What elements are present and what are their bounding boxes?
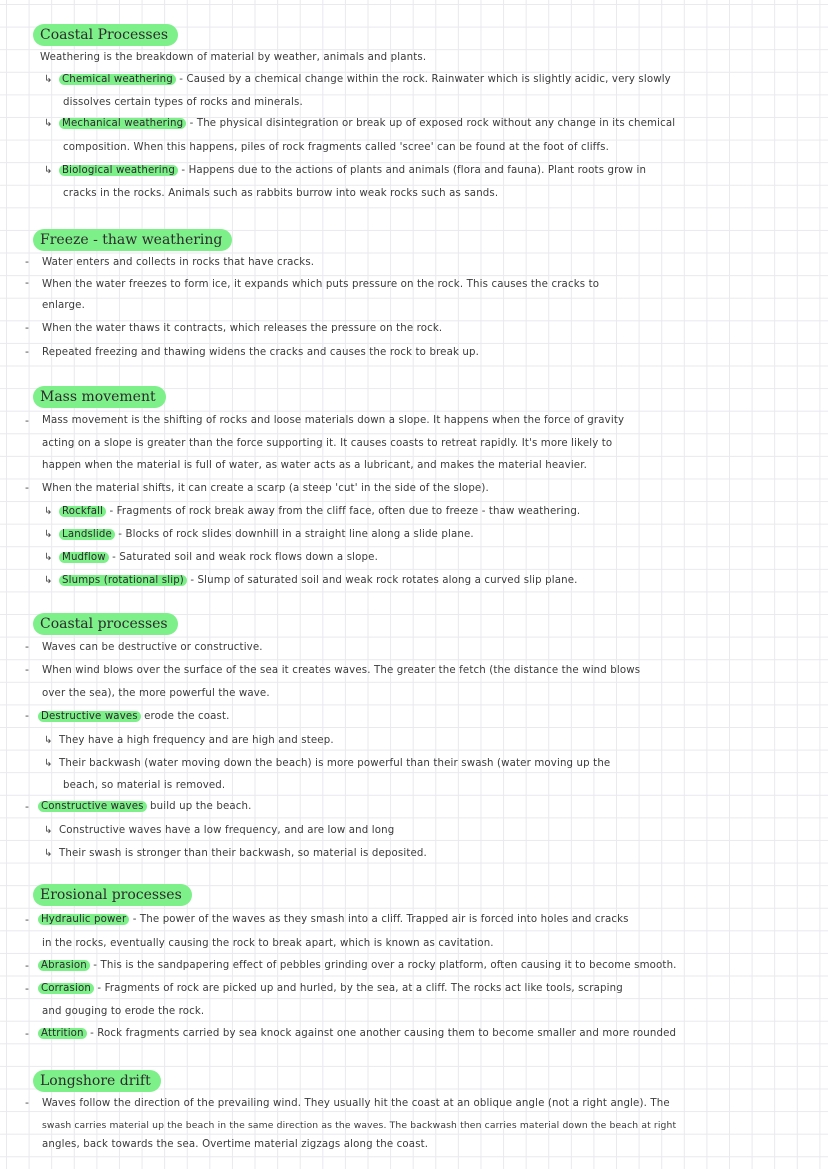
mass-movement-scarp: When the material shifts, it can create a scarp (a steep 'cut' in the side of the slope).	[42, 483, 489, 494]
arrow-icon: ↳	[44, 758, 53, 769]
destructive-point-2-cont: beach, so material is removed.	[63, 780, 226, 791]
attrition-line: Attrition - Rock fragments carried by sea knock against one another causing them to become smaller and more rounded	[38, 1027, 676, 1041]
arrow-icon: ↳	[44, 165, 53, 176]
hydraulic-power-cont: in the rocks, eventually causing the rock to break apart, which is known as cavitation.	[42, 938, 494, 949]
mechanical-weathering-cont: composition. When this happens, piles of rock fragments called 'scree' can be found at the foot of cliffs.	[63, 142, 609, 153]
heading-longshore-drift: Longshore drift	[33, 1070, 161, 1092]
longshore-drift-line-2: swash carries material up the beach in the same direction as the waves. The backwash then carries material down the beach at right	[42, 1120, 677, 1131]
term-mechanical-weathering: Mechanical weathering	[59, 118, 186, 129]
arrow-icon: ↳	[44, 848, 53, 859]
waves-point-1: Waves can be destructive or constructive.	[42, 642, 263, 653]
arrow-icon: ↳	[44, 506, 53, 517]
rockfall-line: ↳ Rockfall - Fragments of rock break away from the cliff face, often due to freeze - thaw weathering.	[44, 506, 581, 517]
term-corrasion: Corrasion	[38, 983, 94, 994]
waves-point-2: When wind blows over the surface of the sea it creates waves. The greater the fetch (the distance the wind blows	[42, 665, 641, 676]
destructive-waves-line: Destructive waves erode the coast.	[38, 710, 230, 724]
freeze-thaw-point-4: Repeated freezing and thawing widens the cracks and causes the rock to break up.	[42, 347, 480, 358]
heading-freeze-thaw: Freeze - thaw weathering	[33, 229, 232, 251]
arrow-icon: ↳	[44, 118, 53, 129]
destructive-point-2: ↳ Their backwash (water moving down the beach) is more powerful than their swash (water moving up the	[44, 758, 611, 769]
slumps-line: ↳ Slumps (rotational slip) - Slump of saturated soil and weak rock rotates along a curved slip plane.	[44, 575, 578, 586]
notes-page: Coastal Processes Weathering is the breakdown of material by weather, animals and plants. ↳ Chemical weathering - Caused by a chemical change within the rock. Rainwater which is slightly acidic, very slowly dissolves certain types of rocks and minerals. ↳ Mechanical weathering - The physical disintegration or break up of exposed rock without any change in its chemical composition. When this happens, piles of rock fragments called 'scree' can be found at the foot of cliffs. ↳ Biological weathering - Happens due to the actions of plants and animals (flora and fauna). Plant roots grow in cracks in the rocks. Animals such as rabbits burrow into weak rocks such as sands. Freeze - thaw weathering - Water enters and collects in rocks that have cracks. - When the water freezes to form ice, it expands which puts pressure on the rock. This causes the cracks to enlarge. - When the water thaws it contracts, which releases the pressure on the rock. - Repeated freezing and thawing widens the cracks and causes the rock to break up. Mass movement - Mass movement is the shifting of rocks and loose materials down a slope. It happens when the force of gravity acting on a slope is greater than the force supporting it. It causes coasts to retreat rapidly. It's more likely to happen when the material is full of water, as water acts as a lubricant, and makes the material heavier. - When the material shifts, it can create a scarp (a steep 'cut' in the side of the slope). ↳ Rockfall - Fragments of rock break away from the cliff face, often due to freeze - thaw weathering. ↳ Landslide - Blocks of rock slides downhill in a straight line along a slide plane. ↳ Mudflow - Saturated soil and weak rock flows down a slope. ↳ Slumps (rotational slip) - Slump of saturated soil and weak rock rotates along a curved slip plane. Coastal processes - Waves can be destructive or constructive. - When wind blows over the surface of the sea it creates waves. The greater the fetch (the distance the wind blows over the sea), the more powerful the wave. - Destructive waves erode the coast. ↳ They have a high frequency and are high and steep. ↳ Their backwash (water moving down the beach) is more powerful than their swash (water moving up the beach, so material is removed. - Constructive waves build up the beach. ↳ Constructive waves have a low frequency, and are low and long ↳ Their swash is stronger than their backwash, so material is deposited. Erosional processes - Hydraulic power - The power of the waves as they smash into a cliff. Trapped air is forced into holes and cracks in the rocks, eventually causing the rock to break apart, which is known as cavitation. - Abrasion - This is the sandpapering effect of pebbles grinding over a rocky platform, often causing it to become smooth. - Corrasion - Fragments of rock are picked up and hurled, by the sea, at a cliff. The rocks act like tools, scraping and gouging to erode the rock. - Attrition - Rock fragments carried by sea knock against one another causing them to become smaller and more rounded Longshore drift - Waves follow the direction of the prevailing wind. They usually hit the coast at an oblique angle (not a right angle). The swash carries material up the beach in the same direction as the waves. The backwash then carries material down the beach at right angles, back towards the sea. Overtime material zigzags along the coast.	[0, 0, 828, 1169]
freeze-thaw-point-3: When the water thaws it contracts, which releases the pressure on the rock.	[42, 323, 443, 334]
longshore-drift-line-1: Waves follow the direction of the prevailing wind. They usually hit the coast at an oblique angle (not a right angle). The	[42, 1098, 670, 1109]
heading-erosional-processes: Erosional processes	[33, 884, 192, 906]
heading-coastal-processes-2: Coastal processes	[33, 613, 178, 635]
mass-movement-def-2: acting on a slope is greater than the force supporting it. It causes coasts to retreat rapidly. It's more likely to	[42, 438, 613, 449]
term-attrition: Attrition	[38, 1028, 87, 1039]
term-biological-weathering: Biological weathering	[59, 165, 178, 176]
arrow-icon: ↳	[44, 735, 53, 746]
mechanical-weathering-line: ↳ Mechanical weathering - The physical disintegration or break up of exposed rock without any change in its chemical	[44, 118, 676, 129]
constructive-point-1: ↳ Constructive waves have a low frequency, and are low and long	[44, 825, 395, 836]
term-mudflow: Mudflow	[59, 552, 109, 563]
constructive-point-2: ↳ Their swash is stronger than their backwash, so material is deposited.	[44, 848, 427, 859]
term-abrasion: Abrasion	[38, 960, 90, 971]
heading-mass-movement: Mass movement	[33, 386, 166, 408]
corrasion-cont: and gouging to erode the rock.	[42, 1006, 205, 1017]
longshore-drift-line-3: angles, back towards the sea. Overtime material zigzags along the coast.	[42, 1139, 429, 1150]
landslide-line: ↳ Landslide - Blocks of rock slides downhill in a straight line along a slide plane.	[44, 529, 474, 540]
term-constructive-waves: Constructive waves	[38, 801, 147, 812]
freeze-thaw-point-2: When the water freezes to form ice, it expands which puts pressure on the rock. This causes the cracks to	[42, 279, 600, 290]
weathering-definition: Weathering is the breakdown of material by weather, animals and plants.	[40, 52, 427, 63]
waves-point-2-cont: over the sea), the more powerful the wave.	[42, 688, 270, 699]
abrasion-line: Abrasion - This is the sandpapering effect of pebbles grinding over a rocky platform, often causing it to become smooth.	[38, 959, 677, 973]
mass-movement-def-3: happen when the material is full of water, as water acts as a lubricant, and makes the material heavier.	[42, 460, 588, 471]
term-landslide: Landslide	[59, 529, 115, 540]
arrow-icon: ↳	[44, 825, 53, 836]
term-destructive-waves: Destructive waves	[38, 711, 141, 722]
destructive-point-1: ↳ They have a high frequency and are high and steep.	[44, 735, 334, 746]
arrow-icon: ↳	[44, 552, 53, 563]
hydraulic-power-line: Hydraulic power - The power of the waves as they smash into a cliff. Trapped air is forced into holes and cracks	[38, 913, 629, 927]
term-chemical-weathering: Chemical weathering	[59, 74, 176, 85]
term-hydraulic-power: Hydraulic power	[38, 914, 129, 925]
biological-weathering-cont: cracks in the rocks. Animals such as rabbits burrow into weak rocks such as sands.	[63, 188, 499, 199]
chemical-weathering-cont: dissolves certain types of rocks and minerals.	[63, 97, 303, 108]
biological-weathering-line: ↳ Biological weathering - Happens due to the actions of plants and animals (flora and fauna). Plant roots grow in	[44, 165, 647, 176]
constructive-waves-line: Constructive waves build up the beach.	[38, 800, 252, 814]
freeze-thaw-point-1: Water enters and collects in rocks that have cracks.	[42, 257, 315, 268]
term-slumps: Slumps (rotational slip)	[59, 575, 187, 586]
arrow-icon: ↳	[44, 74, 53, 85]
chemical-weathering-line: ↳ Chemical weathering - Caused by a chemical change within the rock. Rainwater which is slightly acidic, very slowly	[44, 74, 671, 85]
freeze-thaw-point-2-cont: enlarge.	[42, 300, 85, 311]
term-rockfall: Rockfall	[59, 506, 106, 517]
heading-coastal-processes: Coastal Processes	[33, 24, 178, 46]
corrasion-line: Corrasion - Fragments of rock are picked up and hurled, by the sea, at a cliff. The rocks act like tools, scraping	[38, 982, 623, 996]
mass-movement-def-1: Mass movement is the shifting of rocks and loose materials down a slope. It happens when the force of gravity	[42, 415, 625, 426]
arrow-icon: ↳	[44, 529, 53, 540]
mudflow-line: ↳ Mudflow - Saturated soil and weak rock flows down a slope.	[44, 552, 378, 563]
arrow-icon: ↳	[44, 575, 53, 586]
